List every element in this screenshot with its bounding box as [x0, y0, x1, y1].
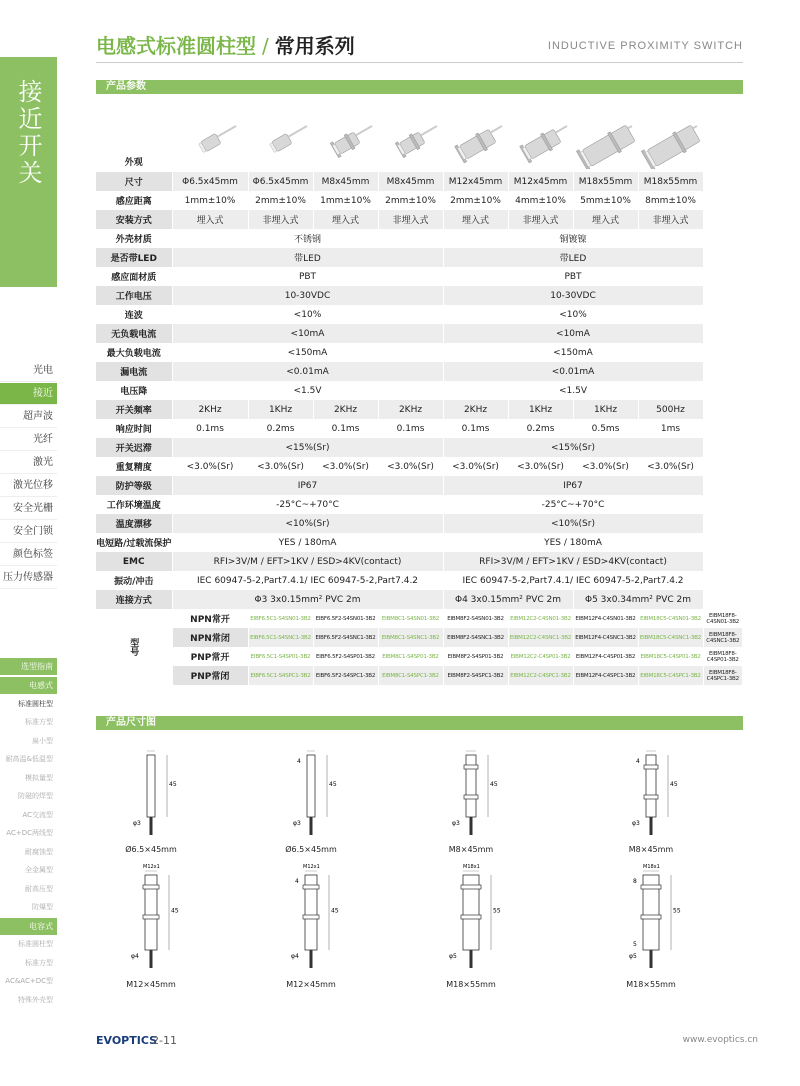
row-label: PNP常开 — [172, 647, 248, 666]
sidebar-category: 接近开关 — [0, 57, 57, 287]
spec-row — [96, 552, 743, 571]
product-image — [573, 95, 638, 172]
product-image — [443, 95, 508, 172]
spec-cell: 2KHz — [172, 400, 248, 419]
model-cell: EIBF6.5C1-S4SN01-3B2 — [248, 609, 313, 628]
dim-thread: M18x1 — [643, 864, 660, 870]
spec-cell: <15%(Sr) — [443, 438, 703, 457]
spec-cell: 1mm±10% — [313, 191, 378, 210]
spec-cell: 0.5ms — [573, 419, 638, 438]
dim-thread: M12x1 — [143, 864, 160, 870]
spec-row — [96, 229, 743, 248]
spec-row — [96, 362, 743, 381]
english-title: INDUCTIVE PROXIMITY SWITCH — [547, 40, 743, 52]
spec-cell: Φ6.5x45mm — [172, 172, 248, 191]
model-cell: EIBM12F4-C4SPC1-3B2 — [573, 666, 638, 685]
row-label: 最大负载电流 — [96, 343, 172, 362]
model-cell: EIBM8F2-S4SP01-3B2 — [443, 647, 508, 666]
guide-item[interactable]: 耐腐蚀型 — [25, 847, 53, 856]
spec-cell: 埋入式 — [443, 210, 508, 229]
guide-item[interactable]: 电感式 — [0, 677, 57, 694]
spec-cell: 非埋入式 — [248, 210, 313, 229]
spec-cell: RFI>3V/M / EFT>1KV / ESD>4KV(contact) — [443, 552, 703, 571]
model-cell: EIBM12C2-C4SNC1-3B2 — [508, 628, 573, 647]
sidebar-nav-item[interactable]: 安全光栅 — [0, 498, 57, 520]
row-label: 工作电压 — [96, 286, 172, 305]
spec-cell: Φ5 3x0.34mm² PVC 2m — [573, 590, 703, 609]
sidebar-nav-item[interactable]: 光电 — [0, 360, 57, 382]
dim-diameter: φ4 — [131, 953, 139, 960]
model-cell: EIBM12C2-C4SPC1-3B2 — [508, 666, 573, 685]
dim-caption: M8×45mm — [628, 845, 674, 854]
spec-row — [96, 533, 743, 552]
dim-length: 55 — [673, 907, 681, 915]
row-label: 温度漂移 — [96, 514, 172, 533]
spec-cell: M12x45mm — [443, 172, 508, 191]
spec-row — [96, 571, 743, 590]
spec-cell: IP67 — [443, 476, 703, 495]
row-label: 尺寸 — [96, 172, 172, 191]
spec-cell: <1.5V — [172, 381, 443, 400]
spec-cell: 0.1ms — [313, 419, 378, 438]
model-side-label: 型号 — [96, 609, 172, 685]
row-label: 电短路/过载流保护 — [96, 533, 172, 552]
spec-table — [96, 95, 743, 685]
dim-thread: M12x1 — [303, 864, 320, 870]
model-cell: EIBM12C2-C4SP01-3B2 — [508, 647, 573, 666]
dim-top: 4 — [636, 758, 640, 765]
sidebar-nav-item[interactable]: 压力传感器 — [0, 567, 57, 589]
spec-cell: 非埋入式 — [638, 210, 703, 229]
guide-item[interactable]: 耐高压型 — [25, 884, 53, 893]
row-label: 连接方式 — [96, 590, 172, 609]
spec-cell: 2mm±10% — [443, 191, 508, 210]
model-cell: EIBF6.5C1-S4SNC1-3B2 — [248, 628, 313, 647]
dim-drawing — [307, 751, 327, 835]
spec-cell: 4mm±10% — [508, 191, 573, 210]
spec-cell: M12x45mm — [508, 172, 573, 191]
guide-item[interactable]: 标准方型 — [25, 958, 53, 967]
model-cell: EIBF6.5F2-S4SPC1-3B2 — [313, 666, 378, 685]
dim-caption: M18×55mm — [626, 980, 676, 989]
dim-drawing — [641, 871, 671, 968]
spec-cell: 10-30VDC — [443, 286, 703, 305]
dim-bottom: 5 — [633, 941, 637, 948]
spec-cell: M18x55mm — [638, 172, 703, 191]
spec-cell: IEC 60947-5-2,Part7.4.1/ IEC 60947-5-2,Part7.4.2 — [172, 571, 443, 590]
dim-length: 45 — [331, 907, 339, 915]
spec-cell: PBT — [172, 267, 443, 286]
guide-item[interactable]: AC+DC两线型 — [6, 829, 53, 837]
guide-item[interactable]: 标准方型 — [25, 718, 53, 726]
spec-cell: 2KHz — [313, 400, 378, 419]
dimension-drawings — [96, 740, 743, 1000]
spec-cell: RFI>3V/M / EFT>1KV / ESD>4KV(contact) — [172, 552, 443, 571]
model-cell: EIBF6.5F2-S4SNC1-3B2 — [313, 628, 378, 647]
dim-diameter: φ3 — [293, 820, 301, 827]
dim-length: 45 — [670, 781, 678, 788]
row-label: 响应时间 — [96, 419, 172, 438]
spec-row — [96, 95, 743, 172]
spec-cell: 1mm±10% — [172, 191, 248, 210]
row-label: 无负载电流 — [96, 324, 172, 343]
row-label: 连波 — [96, 305, 172, 324]
model-cell: EIBM8C1-S4SP01-3B2 — [378, 647, 443, 666]
dim-diameter: φ4 — [291, 953, 299, 960]
model-cell: EIBM18F8-C4SPC1-3B2 — [703, 666, 743, 685]
spec-cell: Φ3 3x0.15mm² PVC 2m — [172, 590, 443, 609]
row-label: 工作环境温度 — [96, 495, 172, 514]
row-label: PNP常闭 — [172, 666, 248, 685]
guide-item[interactable]: AC交流型 — [22, 810, 53, 819]
dim-drawing — [461, 871, 491, 968]
spec-cell: 埋入式 — [172, 210, 248, 229]
sidebar-nav-item[interactable]: 激光位移 — [0, 475, 57, 497]
row-label: 振动/冲击 — [96, 571, 172, 590]
spec-cell: M8x45mm — [313, 172, 378, 191]
spec-cell: <10%(Sr) — [443, 514, 703, 533]
row-label: 防护等级 — [96, 476, 172, 495]
section-dims: 产品尺寸图 — [96, 716, 743, 730]
spec-cell: <15%(Sr) — [172, 438, 443, 457]
dim-diameter: φ5 — [629, 953, 637, 960]
website-url: www.evoptics.cn — [682, 1035, 758, 1045]
sensor-image — [639, 109, 703, 169]
dim-caption: Ø6.5×45mm — [285, 845, 337, 854]
spec-cell: <1.5V — [443, 381, 703, 400]
dim-length: 45 — [171, 907, 179, 915]
model-cell: EIBF6.5F2-S4SN01-3B2 — [313, 609, 378, 628]
page-title: 电感式标准圆柱型 / 常用系列 — [96, 34, 355, 58]
spec-row — [96, 286, 743, 305]
product-image — [378, 95, 443, 172]
spec-cell: M18x55mm — [573, 172, 638, 191]
sidebar-nav-item[interactable]: 超声波 — [0, 406, 57, 428]
spec-row — [96, 400, 743, 419]
dim-drawing — [464, 751, 488, 835]
product-image — [313, 95, 378, 172]
dim-length: 45 — [490, 781, 498, 788]
page-number: 2-11 — [152, 1034, 177, 1047]
spec-row — [96, 343, 743, 362]
spec-cell: M8x45mm — [378, 172, 443, 191]
spec-cell: -25°C~+70°C — [443, 495, 703, 514]
dim-diameter: φ5 — [449, 953, 457, 960]
spec-cell: 埋入式 — [313, 210, 378, 229]
spec-cell: 不锈钢 — [172, 229, 443, 248]
model-cell: EIBM18C5-C4SP01-3B2 — [638, 647, 703, 666]
spec-cell: 0.2ms — [248, 419, 313, 438]
spec-cell: 500Hz — [638, 400, 703, 419]
sensor-image — [249, 109, 313, 169]
spec-cell: 2KHz — [443, 400, 508, 419]
spec-cell: 2mm±10% — [248, 191, 313, 210]
spec-cell: <0.01mA — [172, 362, 443, 381]
spec-row — [96, 267, 743, 286]
sidebar-nav-item[interactable]: 激光 — [0, 452, 57, 474]
spec-cell: IP67 — [172, 476, 443, 495]
model-cell: EIBM8F2-S4SPC1-3B2 — [443, 666, 508, 685]
sensor-image — [178, 109, 242, 169]
guide-item[interactable]: 标准圆柱型 — [18, 940, 53, 948]
spec-row — [96, 438, 743, 457]
model-cell: EIBM12C2-C4SN01-3B2 — [508, 609, 573, 628]
sidebar-nav-item[interactable]: 安全门锁 — [0, 521, 57, 543]
sidebar-nav-item[interactable]: 光纤 — [0, 429, 57, 451]
dim-caption: Ø6.5×45mm — [125, 845, 177, 854]
brand-logo: EVOPTICS — [96, 1034, 158, 1047]
model-row — [96, 666, 743, 685]
spec-cell: 埋入式 — [573, 210, 638, 229]
model-cell: EIBM8C1-S4SNC1-3B2 — [378, 628, 443, 647]
spec-cell: 带LED — [172, 248, 443, 267]
dim-caption: M8×45mm — [448, 845, 494, 854]
spec-cell: IEC 60947-5-2,Part7.4.1/ IEC 60947-5-2,Part7.4.2 — [443, 571, 703, 590]
guide-item[interactable]: 特殊外壳型 — [18, 995, 53, 1004]
guide-header: 选型指南 — [0, 658, 57, 675]
model-cell: EIBM12F4-C4SP01-3B2 — [573, 647, 638, 666]
spec-cell: 带LED — [443, 248, 703, 267]
dim-drawing — [303, 871, 329, 968]
spec-row — [96, 210, 743, 229]
row-label: 外壳材质 — [96, 229, 172, 248]
spec-cell: 铜镀镍 — [443, 229, 703, 248]
spec-cell: YES / 180mA — [443, 533, 703, 552]
model-cell: EIBM18F8-C4SNC1-3B2 — [703, 628, 743, 647]
row-label: 电压降 — [96, 381, 172, 400]
spec-cell: 非埋入式 — [508, 210, 573, 229]
dim-drawing — [147, 751, 167, 835]
spec-cell: <10% — [443, 305, 703, 324]
row-label: EMC — [96, 552, 172, 571]
dim-caption: M18×55mm — [446, 980, 496, 989]
spec-cell: 1ms — [638, 419, 703, 438]
row-label: 漏电流 — [96, 362, 172, 381]
model-cell: EIBM8C1-S4SPC1-3B2 — [378, 666, 443, 685]
spec-cell: <10mA — [443, 324, 703, 343]
sidebar-nav-item[interactable]: 接近 — [0, 383, 57, 405]
spec-cell: <3.0%(Sr) — [443, 457, 508, 476]
spec-cell: <3.0%(Sr) — [573, 457, 638, 476]
spec-cell: <3.0%(Sr) — [378, 457, 443, 476]
spec-cell: 0.1ms — [378, 419, 443, 438]
model-row — [96, 647, 743, 666]
row-label: 感应面材质 — [96, 267, 172, 286]
spec-cell: Φ4 3x0.15mm² PVC 2m — [443, 590, 573, 609]
dim-diameter: φ3 — [133, 820, 141, 827]
guide-item[interactable]: 标准圆柱型 — [18, 699, 53, 708]
spec-cell: PBT — [443, 267, 703, 286]
spec-cell: <150mA — [443, 343, 703, 362]
sensor-image — [314, 109, 378, 169]
dim-caption: M12×45mm — [126, 980, 176, 989]
dim-diameter: φ3 — [452, 820, 460, 827]
spec-row — [96, 305, 743, 324]
spec-cell: <10% — [172, 305, 443, 324]
spec-row — [96, 476, 743, 495]
spec-cell: <10mA — [172, 324, 443, 343]
product-image — [508, 95, 573, 172]
spec-row — [96, 248, 743, 267]
spec-cell: 0.1ms — [443, 419, 508, 438]
spec-row — [96, 419, 743, 438]
sidebar-nav-item[interactable]: 颜色标签 — [0, 544, 57, 566]
spec-row — [96, 191, 743, 210]
spec-cell: <3.0%(Sr) — [313, 457, 378, 476]
sensor-image — [444, 109, 508, 169]
dim-length: 55 — [493, 907, 501, 915]
model-row — [96, 609, 743, 628]
spec-cell: Φ6.5x45mm — [248, 172, 313, 191]
row-label: 开关迟滞 — [96, 438, 172, 457]
guide-item[interactable]: 全金属型 — [25, 866, 53, 874]
product-image — [638, 95, 703, 172]
model-cell: EIBM8F2-S4SNC1-3B2 — [443, 628, 508, 647]
product-image — [172, 95, 248, 172]
spec-cell: 1KHz — [573, 400, 638, 419]
model-cell: EIBM12F4-C4SN01-3B2 — [573, 609, 638, 628]
row-label: 安装方式 — [96, 210, 172, 229]
model-row — [96, 628, 743, 647]
spec-cell: 2KHz — [378, 400, 443, 419]
model-cell: EIBM8C1-S4SN01-3B2 — [378, 609, 443, 628]
section-params: 产品参数 — [96, 80, 743, 94]
spec-cell: <3.0%(Sr) — [248, 457, 313, 476]
guide-item[interactable]: 防磁的焊型 — [18, 792, 53, 800]
dim-caption: M12×45mm — [286, 980, 336, 989]
spec-row — [96, 324, 743, 343]
guide-item[interactable]: 耐高温&低温型 — [5, 755, 53, 763]
dim-length: 45 — [169, 781, 177, 788]
dim-drawing — [143, 871, 169, 968]
dim-top: 4 — [295, 878, 299, 885]
spec-cell: 0.1ms — [172, 419, 248, 438]
model-cell: EIBM12F4-C4SNC1-3B2 — [573, 628, 638, 647]
spec-cell: <3.0%(Sr) — [638, 457, 703, 476]
spec-cell: 2mm±10% — [378, 191, 443, 210]
spec-row — [96, 172, 743, 191]
spec-cell: 8mm±10% — [638, 191, 703, 210]
divider — [96, 62, 743, 63]
guide-item[interactable]: 防爆型 — [32, 903, 53, 911]
row-label: 重复精度 — [96, 457, 172, 476]
spec-cell: <150mA — [172, 343, 443, 362]
dim-top: 8 — [633, 878, 637, 885]
spec-cell: 1KHz — [248, 400, 313, 419]
spec-cell: 5mm±10% — [573, 191, 638, 210]
row-label: 是否带LED — [96, 248, 172, 267]
model-cell: EIBF6.5F2-S4SP01-3B2 — [313, 647, 378, 666]
spec-cell: <0.01mA — [443, 362, 703, 381]
spec-cell: <10%(Sr) — [172, 514, 443, 533]
guide-item[interactable]: 扁小型 — [32, 736, 53, 745]
spec-row — [96, 381, 743, 400]
row-label: NPN常闭 — [172, 628, 248, 647]
guide-item[interactable]: 模拟量型 — [25, 773, 53, 782]
dim-thread: M18x1 — [463, 864, 480, 870]
model-cell: EIBM18C5-C4SNC1-3B2 — [638, 628, 703, 647]
model-cell: EIBM8F2-S4SN01-3B2 — [443, 609, 508, 628]
sensor-image — [379, 109, 443, 169]
dim-diameter: φ3 — [632, 820, 640, 827]
spec-cell: YES / 180mA — [172, 533, 443, 552]
dim-top: 4 — [297, 758, 301, 765]
model-cell: EIBM18C5-C4SN01-3B2 — [638, 609, 703, 628]
model-cell: EIBM18F8-C4SN01-3B2 — [703, 609, 743, 628]
spec-row — [96, 457, 743, 476]
spec-cell: -25°C~+70°C — [172, 495, 443, 514]
model-cell: EIBM18C5-C4SPC1-3B2 — [638, 666, 703, 685]
sensor-image — [509, 109, 573, 169]
model-cell: EIBM18F8-C4SP01-3B2 — [703, 647, 743, 666]
row-label: 外观 — [96, 95, 172, 172]
dim-length: 45 — [329, 781, 337, 788]
spec-row — [96, 514, 743, 533]
spec-cell: 1KHz — [508, 400, 573, 419]
guide-item[interactable]: AC&AC+DC型 — [5, 977, 53, 985]
row-label: 感应距离 — [96, 191, 172, 210]
sensor-image — [574, 109, 638, 169]
spec-cell: 0.2ms — [508, 419, 573, 438]
model-cell: EIBF6.5C1-S4SPC1-3B2 — [248, 666, 313, 685]
spec-cell: 10-30VDC — [172, 286, 443, 305]
dim-drawing — [644, 751, 668, 835]
spec-row — [96, 495, 743, 514]
row-label: NPN常开 — [172, 609, 248, 628]
model-cell: EIBF6.5C1-S4SP01-3B2 — [248, 647, 313, 666]
row-label: 开关频率 — [96, 400, 172, 419]
product-image — [248, 95, 313, 172]
spec-cell: 非埋入式 — [378, 210, 443, 229]
spec-cell: <3.0%(Sr) — [172, 457, 248, 476]
spec-row — [96, 590, 743, 609]
spec-cell: <3.0%(Sr) — [508, 457, 573, 476]
guide-item[interactable]: 电容式 — [0, 918, 57, 935]
